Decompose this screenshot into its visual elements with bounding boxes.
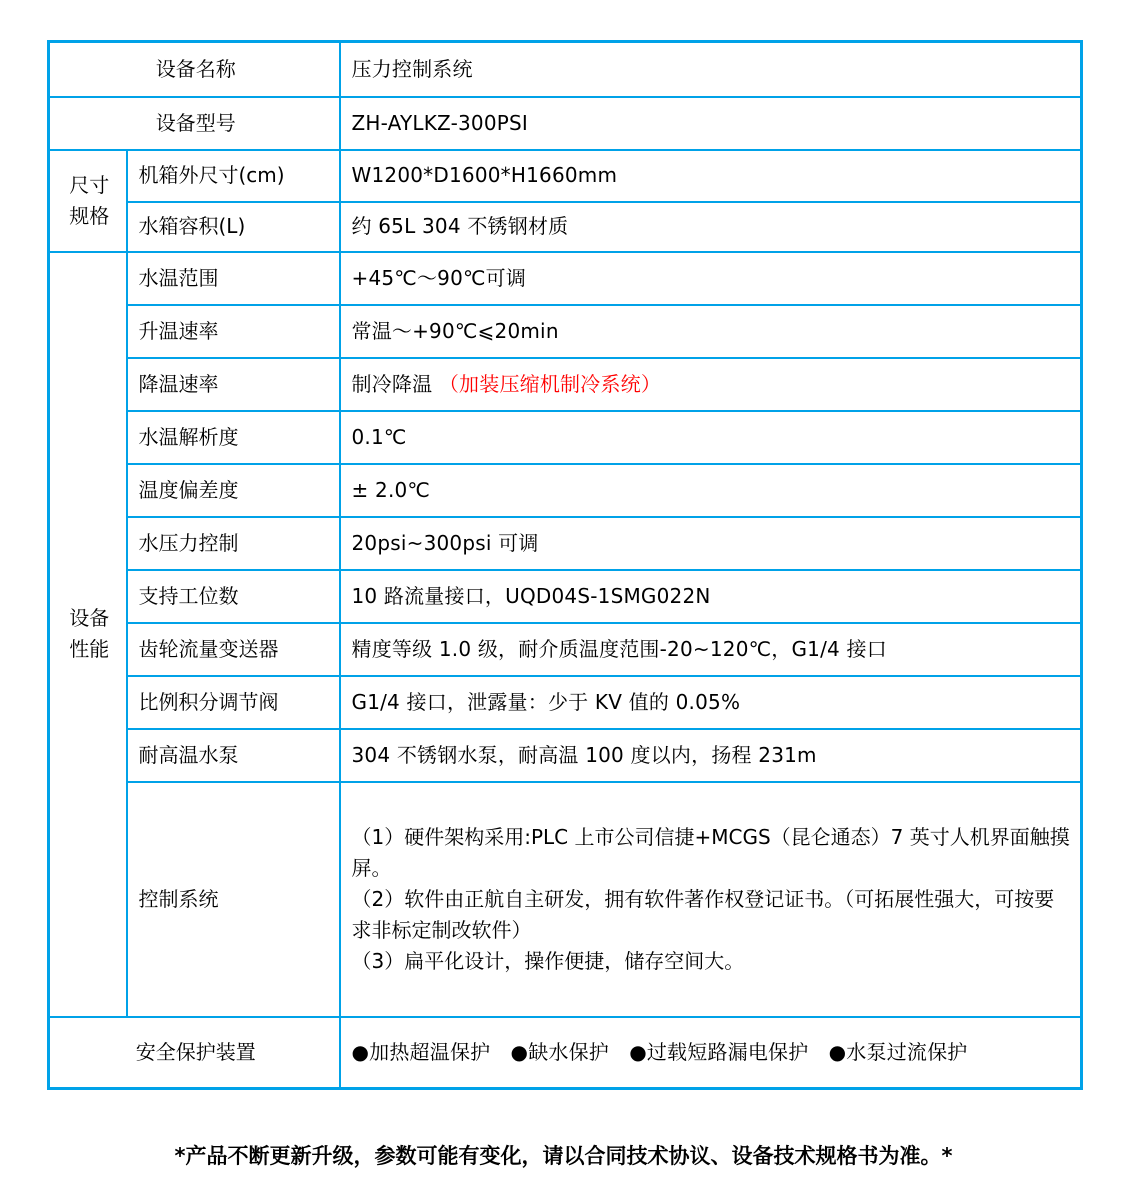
safety-value: ●加热超温保护 ●缺水保护 ●过载短路漏电保护 ●水泵过流保护 xyxy=(340,1017,1082,1089)
pi-valve-value: G1/4 接口，泄露量：少于 KV 值的 0.05% xyxy=(340,676,1082,729)
cooling-rate-value xyxy=(340,358,1082,411)
row-device-name xyxy=(49,42,1082,97)
spec-table xyxy=(47,40,1083,1090)
footer-disclaimer: *产品不断更新升级，参数可能有变化，请以合同技术协议、设备技术规格书为准。* xyxy=(174,1144,953,1168)
device-model-value: ZH-AYLKZ-300PSI xyxy=(340,97,1082,150)
station-count-label: 支持工位数 xyxy=(127,570,340,623)
temp-deviation-label: 温度偏差度 xyxy=(127,464,340,517)
device-name-label: 设备名称 xyxy=(49,42,340,97)
pressure-control-value: 20psi~300psi 可调 xyxy=(340,517,1082,570)
cooling-rate-note-red: （加装压缩机制冷系统） xyxy=(438,371,662,396)
row-ht-pump xyxy=(49,729,1082,782)
temp-deviation-value: ± 2.0℃ xyxy=(340,464,1082,517)
water-temp-range-value: +45℃～90℃可调 xyxy=(340,252,1082,305)
control-system-value xyxy=(340,782,1082,1017)
ht-pump-value: 304 不锈钢水泵，耐高温 100 度以内，扬程 231m xyxy=(340,729,1082,782)
heating-rate-label: 升温速率 xyxy=(127,305,340,358)
row-control-system xyxy=(49,782,1082,1017)
device-name-value: 压力控制系统 xyxy=(340,42,1082,97)
cabinet-size-label: 机箱外尺寸(cm) xyxy=(127,150,340,202)
device-model-label: 设备型号 xyxy=(49,97,340,150)
row-temp-resolution xyxy=(49,411,1082,464)
row-cooling-rate xyxy=(49,358,1082,411)
ht-pump-label: 耐高温水泵 xyxy=(127,729,340,782)
row-tank-volume xyxy=(49,202,1082,252)
cooling-rate-label: 降温速率 xyxy=(127,358,340,411)
pressure-control-label: 水压力控制 xyxy=(127,517,340,570)
heating-rate-value: 常温～+90℃⩽20min xyxy=(340,305,1082,358)
flow-transmitter-label: 齿轮流量变送器 xyxy=(127,623,340,676)
row-pi-valve xyxy=(49,676,1082,729)
row-safety xyxy=(49,1017,1082,1089)
water-temp-range-label: 水温范围 xyxy=(127,252,340,305)
station-count-value: 10 路流量接口，UQD04S-1SMG022N xyxy=(340,570,1082,623)
temp-resolution-label: 水温解析度 xyxy=(127,411,340,464)
safety-label: 安全保护装置 xyxy=(49,1017,340,1089)
row-flow-transmitter xyxy=(49,623,1082,676)
control-system-point-3: （3）扁平化设计，操作便捷，储存空间大。 xyxy=(351,948,745,973)
pi-valve-label: 比例积分调节阀 xyxy=(127,676,340,729)
temp-resolution-value: 0.1℃ xyxy=(340,411,1082,464)
cabinet-size-value: W1200*D1600*H1660mm xyxy=(340,150,1082,202)
row-device-model xyxy=(49,97,1082,150)
row-temp-deviation xyxy=(49,464,1082,517)
row-station-count xyxy=(49,570,1082,623)
row-heating-rate xyxy=(49,305,1082,358)
tank-volume-label: 水箱容积(L) xyxy=(127,202,340,252)
control-system-point-2: （2）软件由正航自主研发，拥有软件著作权登记证书。（可拓展性强大，可按要求非标定制改软件） xyxy=(351,886,1055,942)
cooling-rate-text: 制冷降温 xyxy=(351,371,439,396)
row-water-temp-range xyxy=(49,252,1082,305)
row-cabinet-size xyxy=(49,150,1082,202)
performance-group-label: 设备性能 xyxy=(49,252,127,1017)
control-system-point-1: （1）硬件架构采用:PLC 上市公司信捷+MCGS（昆仑通态）7 英寸人机界面触摸屏。 xyxy=(351,824,1070,880)
control-system-label: 控制系统 xyxy=(127,782,340,1017)
tank-volume-value: 约 65L 304 不锈钢材质 xyxy=(340,202,1082,252)
row-pressure-control xyxy=(49,517,1082,570)
size-group-label: 尺寸规格 xyxy=(49,150,127,252)
flow-transmitter-value: 精度等级 1.0 级，耐介质温度范围-20~120℃，G1/4 接口 xyxy=(340,623,1082,676)
